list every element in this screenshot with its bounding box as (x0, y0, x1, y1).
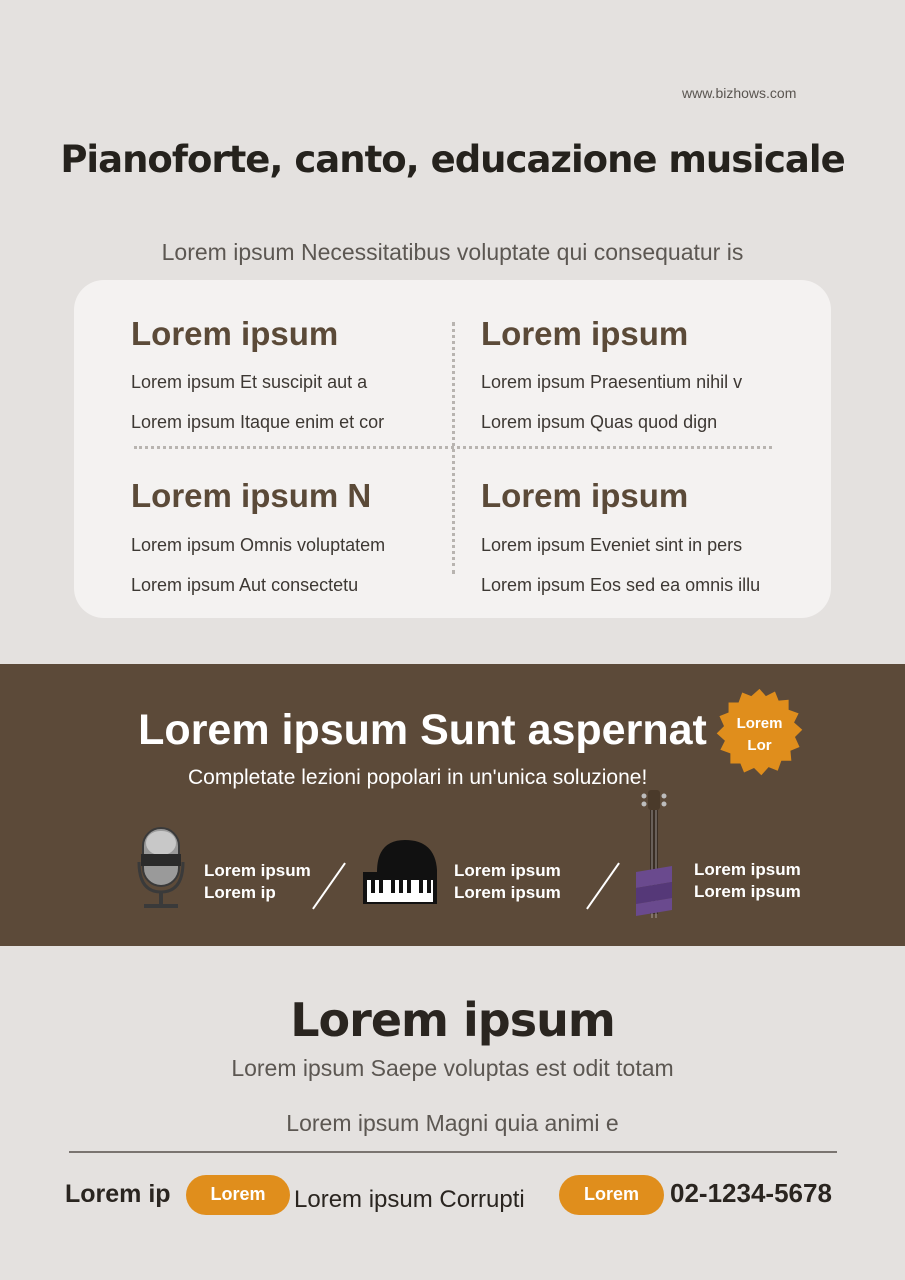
footer-pill-2: Lorem (559, 1175, 664, 1215)
phone-number: 02-1234-5678 (670, 1178, 832, 1208)
cell-3-line-1: Lorem ipsum Omnis voluptatem (131, 535, 386, 555)
feature-2-line-2: Lorem ipsum (454, 883, 561, 902)
cell-4-line-1: Lorem ipsum Eveniet sint in pers (481, 535, 743, 555)
card-horizontal-divider (134, 446, 772, 449)
footer-label: Lorem ip (65, 1180, 171, 1208)
badge-text (714, 713, 805, 757)
cell-4-heading: Lorem ipsum (481, 477, 689, 514)
badge-line-1: Lorem (736, 715, 783, 732)
feature-3-text (694, 859, 801, 903)
page-title: Pianoforte, canto, educazione musicale (60, 138, 845, 181)
section-line-1: Lorem ipsum Saepe voluptas est odit totam (231, 1055, 674, 1081)
footer-middle-text: Lorem ipsum Corrupti (294, 1186, 525, 1213)
cell-1-heading: Lorem ipsum (131, 315, 339, 352)
footer-rule (69, 1151, 837, 1153)
feature-1-line-2: Lorem ip (204, 883, 276, 902)
cell-4-line-2: Lorem ipsum Eos sed ea omnis illu (481, 575, 761, 595)
promo-title: Lorem ipsum Sunt aspernat (138, 706, 707, 754)
feature-3-line-1: Lorem ipsum (694, 860, 801, 879)
feature-2-line-1: Lorem ipsum (454, 861, 561, 880)
cell-2-heading: Lorem ipsum (481, 315, 689, 352)
feature-2-text (454, 860, 561, 904)
guitar-icon (630, 786, 678, 922)
cell-2-line-2: Lorem ipsum Quas quod dign (481, 412, 718, 432)
cell-1-line-1: Lorem ipsum Et suscipit aut a (131, 372, 368, 392)
cell-1-line-2: Lorem ipsum Itaque enim et cor (131, 412, 385, 432)
section-title: Lorem ipsum (290, 993, 615, 1047)
feature-1-text (204, 860, 311, 904)
section-line-2: Lorem ipsum Magni quia animi e (286, 1110, 619, 1136)
badge-line-2: Lor (747, 737, 772, 754)
page-subtitle: Lorem ipsum Necessitatibus voluptate qui consequatur is (161, 239, 744, 265)
feature-3-line-2: Lorem ipsum (694, 882, 801, 901)
microphone-icon (134, 826, 188, 912)
promo-subtitle: Completate lezioni popolari in un'unica soluzione! (188, 766, 648, 789)
cell-2-line-1: Lorem ipsum Praesentium nihil v (481, 372, 743, 392)
cell-3-heading: Lorem ipsum N (131, 477, 372, 514)
piano-icon (361, 838, 439, 908)
feature-1-line-1: Lorem ipsum (204, 861, 311, 880)
footer-pill-1: Lorem (186, 1175, 290, 1215)
cell-3-line-2: Lorem ipsum Aut consectetu (131, 575, 359, 595)
website-url: www.bizhows.com (682, 85, 797, 101)
